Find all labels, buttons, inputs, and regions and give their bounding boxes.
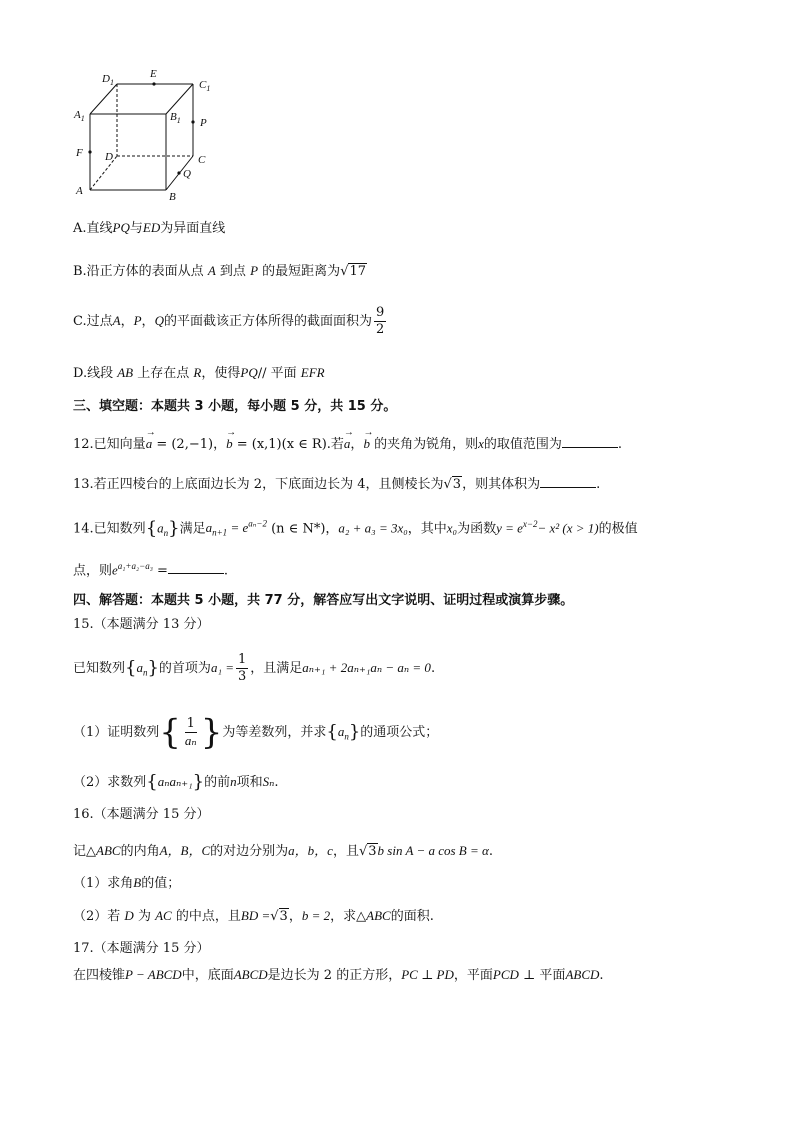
question-17-stem: 在四棱锥P − ABCD中，底面ABCD是边长为 2 的正方形，PC ⊥ PD，平面PCD ⊥ 平面ABCD. xyxy=(73,967,604,983)
section-4-title: 四、解答题：本题共 5 小题，共 77 分，解答应写出文字说明、证明过程或演算步骤。 xyxy=(73,593,574,608)
question-14-line-1: 14.已知数列$\{a_n\}$满足$a_{n+1} = e^{a_n-2}$ (n ∈ N*)，a₂ + a₃ = 3x₀，其中x₀为函数$y = e^{x-2}- x^2$ (x > 1)的极值 xyxy=(73,517,638,539)
sqrt-3: √3 xyxy=(443,477,462,492)
cube-figure xyxy=(68,62,218,202)
label-e: E xyxy=(150,68,157,80)
question-16-part-2: （2）若 D 为 AC 的中点，且BD =√3，b = 2，求△ABC的面积. xyxy=(73,908,434,924)
label-a1: $A_1$ xyxy=(74,109,85,123)
point-p xyxy=(191,120,194,123)
option-b: B.沿正方体的表面从点 A 到点 P 的最短距离为√17 xyxy=(73,263,367,279)
question-17-header: 17.（本题满分 15 分） xyxy=(73,941,210,956)
label-f: F xyxy=(76,147,83,159)
label-a: A xyxy=(76,185,83,197)
fraction-9-2: $\frac{9}{2}$ xyxy=(375,305,385,337)
label-b1: $B_1$ xyxy=(170,111,181,125)
point-f xyxy=(88,150,91,153)
question-12: 12.已知向量→ a = (2,−1)，→ b = (x,1)(x ∈ R).若→ a，→ b 的夹角为锐角，则x的取值范围为 . xyxy=(73,435,622,454)
point-e xyxy=(152,82,155,85)
question-15-stem: 已知数列$\{a_n\}$的首项为a₁ = $\frac{1}{3}$ ，且满足aₙ₊₁ + 2aₙ₊₁aₙ − aₙ = 0. xyxy=(73,652,436,684)
label-d: D xyxy=(105,151,113,163)
label-d1: $D_1$ xyxy=(102,73,114,87)
question-14-line-2: 点，则$e^{a_1+a_2-a_3}$ = . xyxy=(73,561,229,579)
option-c: C.过点A，P，Q的平面截该正方体所得的截面面积为 $\frac{9}{2}$ xyxy=(73,305,385,337)
question-15-part-2: （2）求数列{aₙaₙ₊₁}的前n项和Sₙ. xyxy=(73,771,279,793)
question-16-part-1: （1）求角B的值； xyxy=(73,875,181,891)
edge-b1c1 xyxy=(166,84,193,114)
question-16-stem: 记△ABC的内角A，B，C的对边分别为a，b，c，且√3b sin A − a cos B = α. xyxy=(73,843,493,859)
section-3-title: 三、填空题：本题共 3 小题，每小题 5 分，共 15 分。 xyxy=(73,399,397,414)
option-a: A.直线PQ与ED为异面直线 xyxy=(73,220,226,236)
answer-blank xyxy=(540,475,596,488)
label-c: C xyxy=(198,154,206,166)
point-q xyxy=(177,171,180,174)
option-d: D.线段 AB 上存在点 R，使得PQ// 平面 EFR xyxy=(73,365,325,381)
fraction-1-3: $\frac{1}{3}$ xyxy=(237,652,247,684)
edge-a1d1 xyxy=(90,84,117,114)
label-p: P xyxy=(200,117,207,129)
answer-blank xyxy=(562,435,618,448)
question-15-header: 15.（本题满分 13 分） xyxy=(73,617,210,632)
question-13: 13.若正四棱台的上底面边长为 2，下底面边长为 4，且侧棱长为√3，则其体积为 . xyxy=(73,477,601,492)
label-c1: $C_1$ xyxy=(199,79,211,93)
label-b: B xyxy=(169,191,176,202)
label-q: Q xyxy=(183,168,191,180)
sqrt-17: √17 xyxy=(340,264,367,279)
fraction-1-over-an: $\frac{1}{\text{aₙ}}$ xyxy=(184,716,197,748)
question-16-header: 16.（本题满分 15 分） xyxy=(73,807,210,822)
question-15-part-1: （1）证明数列{ $\frac{1}{\text{aₙ}}$ }为等差数列，并求$\{a_n\}$的通项公式； xyxy=(73,712,439,753)
answer-blank xyxy=(168,561,224,574)
